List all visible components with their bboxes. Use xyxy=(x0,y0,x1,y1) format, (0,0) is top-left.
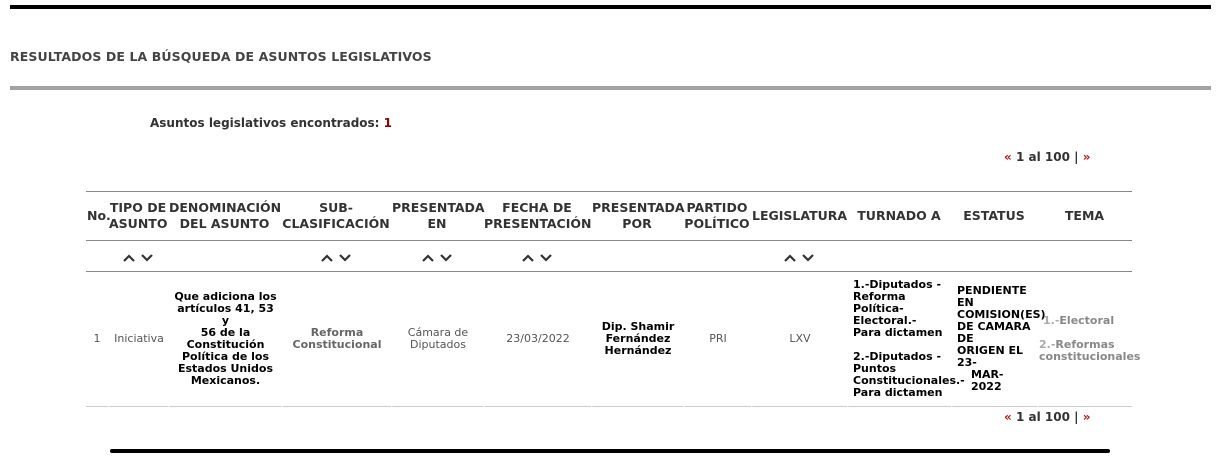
tema-link-electoral[interactable]: Electoral xyxy=(1059,314,1115,327)
pager-next-link[interactable]: » xyxy=(1082,410,1091,424)
cell-tipo: Iniciativa xyxy=(108,272,168,407)
header-denominacion: DENOMINACIÓN DEL ASUNTO xyxy=(168,191,281,241)
header-tipo: TIPO DE ASUNTO xyxy=(108,191,168,241)
header-turnado: TURNADO A xyxy=(847,191,951,241)
table-row xyxy=(86,272,1132,407)
pager-separator: | xyxy=(1074,410,1079,424)
cell-legislatura: LXV xyxy=(751,272,847,407)
cell-fecha: 23/03/2022 xyxy=(483,272,591,407)
sort-ascending-icon[interactable] xyxy=(123,254,135,262)
header-no: No. xyxy=(86,191,108,241)
results-count-label: Asuntos legislativos encontrados: xyxy=(150,116,380,130)
sort-tipo xyxy=(123,254,153,262)
top-divider xyxy=(10,5,1211,9)
header-presentada-por: PRESENTADA POR xyxy=(591,191,683,241)
sort-subclasificacion xyxy=(321,254,351,262)
cell-no: 1 xyxy=(86,272,108,407)
pager-range: 1 al 100 xyxy=(1015,150,1070,164)
cell-estatus: PENDIENTE EN COMISION(ES) DE CAMARA DE ORIGEN EL 23- MAR-2022 xyxy=(951,272,1037,407)
sort-presentada-en xyxy=(422,254,452,262)
sort-legislatura xyxy=(784,254,814,262)
sort-descending-icon[interactable] xyxy=(440,254,452,262)
header-subclasificacion: SUB- CLASIFICACIÓN xyxy=(281,191,391,241)
results-count-value: 1 xyxy=(383,116,393,130)
pager-bottom xyxy=(1004,410,1090,424)
pager-range: 1 al 100 xyxy=(1015,410,1070,424)
cell-denominacion: Que adiciona los artículos 41, 53 y 56 de la Constitución Política de los Estados Unidos Mexicanos. xyxy=(168,272,281,407)
header-estatus: ESTATUS xyxy=(951,191,1037,241)
bottom-divider xyxy=(110,449,1110,453)
header-fecha: FECHA DE PRESENTACIÓN xyxy=(483,191,591,241)
sort-descending-icon[interactable] xyxy=(540,254,552,262)
cell-presentada-en: Cámara de Diputados xyxy=(391,272,483,407)
header-row xyxy=(86,191,1132,241)
page-title: RESULTADOS DE LA BÚSQUEDA DE ASUNTOS LEGISLATIVOS xyxy=(10,49,432,64)
header-tema: TEMA xyxy=(1037,191,1132,241)
pager-separator: | xyxy=(1074,150,1079,164)
pager-top xyxy=(1004,150,1090,164)
title-divider xyxy=(10,86,1211,90)
tema-link-reformas[interactable]: Reformas xyxy=(1055,338,1115,351)
header-legislatura: LEGISLATURA xyxy=(751,191,847,241)
cell-presentada-por: Dip. Shamir Fernández Hernández xyxy=(591,272,683,407)
cell-tema: 1.-Electoral 2.-Reformas constitucionales xyxy=(1037,272,1132,407)
header-partido: PARTIDO POLÍTICO xyxy=(683,191,751,241)
pager-prev-link[interactable]: « xyxy=(1004,150,1012,164)
sort-ascending-icon[interactable] xyxy=(321,254,333,262)
sort-descending-icon[interactable] xyxy=(339,254,351,262)
cell-turnado: 1.-Diputados - Reforma Política- Electoral.- Para dictamen 2.-Diputados - Puntos Constitucionales.- Para dictamen xyxy=(847,272,951,407)
header-presentada-en: PRESENTADA EN xyxy=(391,191,483,241)
sort-fecha xyxy=(522,254,552,262)
sort-row xyxy=(86,241,1132,272)
pager-prev-link[interactable]: « xyxy=(1004,410,1012,424)
cell-partido: PRI xyxy=(683,272,751,407)
sort-ascending-icon[interactable] xyxy=(784,254,796,262)
sort-ascending-icon[interactable] xyxy=(422,254,434,262)
sort-ascending-icon[interactable] xyxy=(522,254,534,262)
pager-next-link[interactable]: » xyxy=(1082,150,1091,164)
sort-descending-icon[interactable] xyxy=(141,254,153,262)
sort-descending-icon[interactable] xyxy=(802,254,814,262)
results-table xyxy=(86,191,1141,407)
cell-subclasificacion: Reforma Constitucional xyxy=(281,272,391,407)
results-count xyxy=(150,116,392,130)
